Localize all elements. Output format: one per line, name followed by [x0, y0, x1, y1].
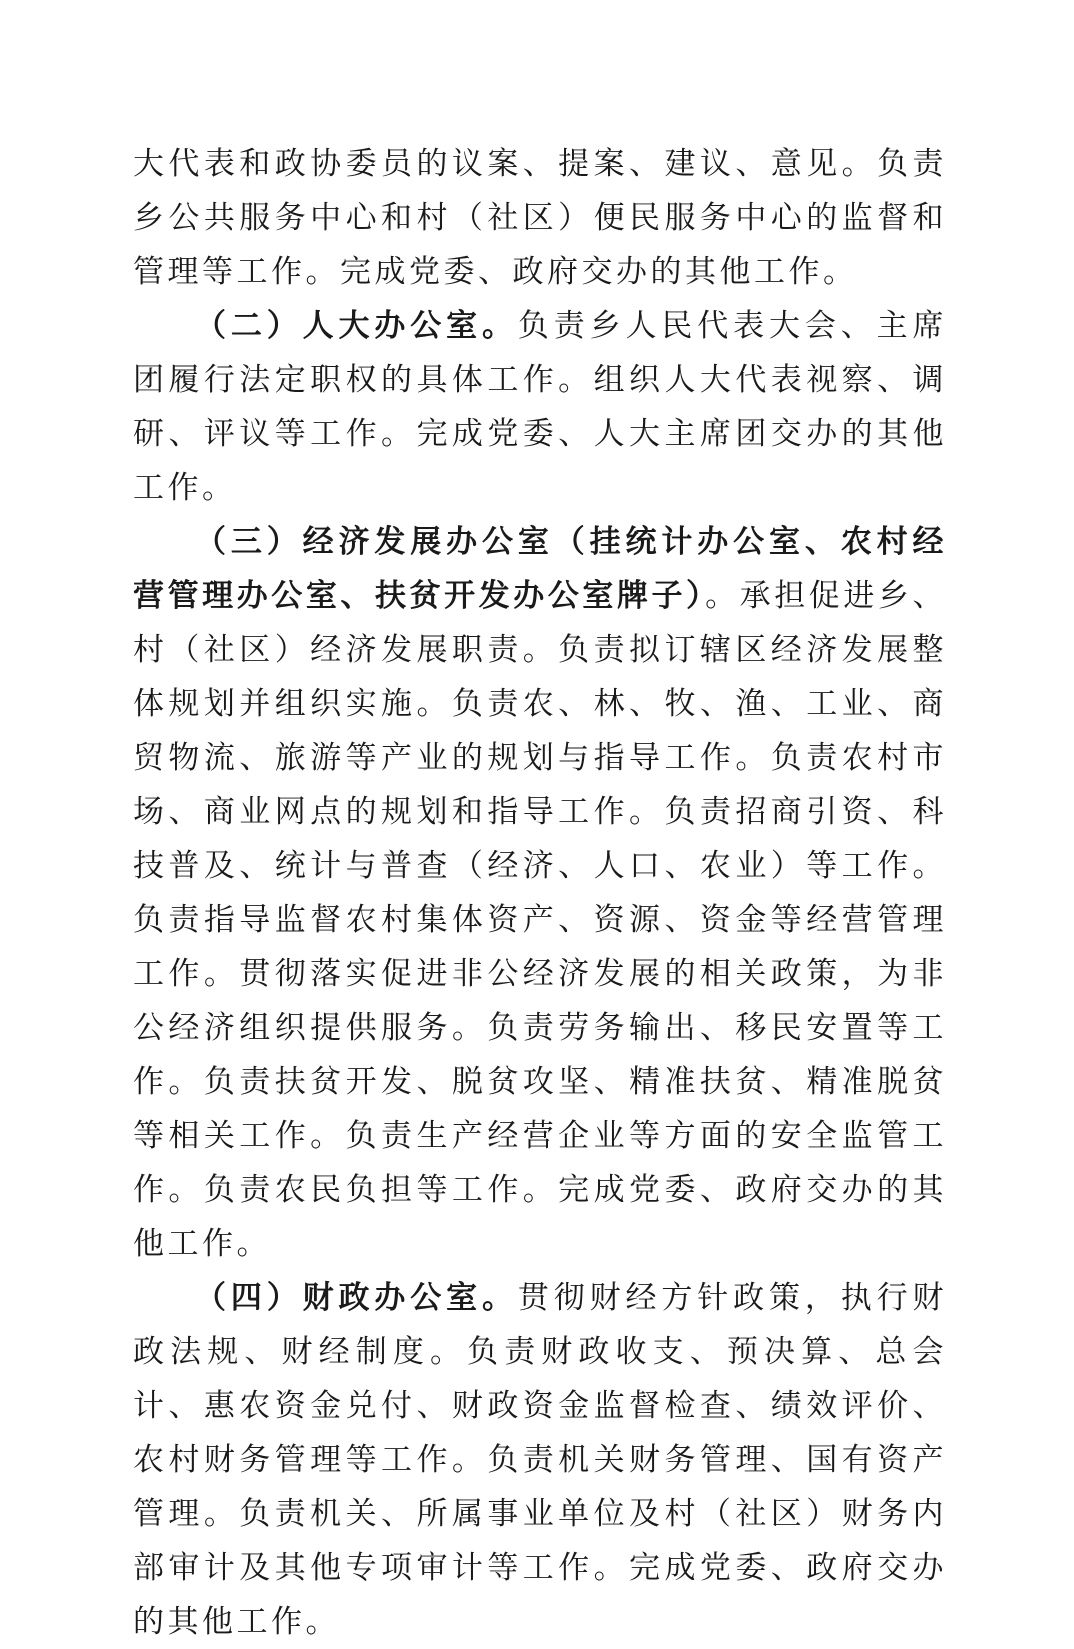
document-body — [133, 137, 947, 1649]
paragraph-text: 大代表和政协委员的议案、提案、建议、意见。负责乡公共服务中心和村（社区）便民服务中心的监督和管理等工作。完成党委、政府交办的其他工作。 — [133, 146, 947, 290]
paragraph-finance-office — [133, 1271, 947, 1649]
paragraph-continuation — [133, 137, 947, 299]
paragraph-text: 。承担促进乡、村（社区）经济发展职责。负责拟订辖区经济发展整体规划并组织实施。负责农、林、牧、渔、工业、商贸物流、旅游等产业的规划与指导工作。负责农村市场、商业网点的规划和指导工作。负责招商引资、科技普及、统计与普查（经济、人口、农业）等工作。负责指导监督农村集体资产、资源、资金等经营管理工作。贯彻落实促进非公经济发展的相关政策，为非公经济组织提供服务。负责劳务输出、移民安置等工作。负责扶贫开发、脱贫攻坚、精准扶贫、精准脱贫等相关工作。负责生产经营企业等方面的安全监管工作。负责农民负担等工作。完成党委、政府交办的其他工作。 — [133, 578, 947, 1262]
section-heading: （四）财政办公室。 — [195, 1280, 518, 1316]
section-heading: （三）经济发展办公室（挂统计办公室、农村经营管理办公室、扶贫开发办公室牌子） — [133, 524, 947, 614]
paragraph-renda-office — [133, 299, 947, 515]
section-heading: （二）人大办公室。 — [195, 308, 518, 344]
paragraph-text: 负责乡人民代表大会、主席团履行法定职权的具体工作。组织人大代表视察、调研、评议等工作。完成党委、人大主席团交办的其他工作。 — [133, 308, 947, 506]
paragraph-text: 贯彻财经方针政策，执行财政法规、财经制度。负责财政收支、预决算、总会计、惠农资金兑付、财政资金监督检查、绩效评价、农村财务管理等工作。负责机关财务管理、国有资产管理。负责机关、所属事业单位及村（社区）财务内部审计及其他专项审计等工作。完成党委、政府交办的其他工作。 — [133, 1280, 947, 1640]
paragraph-economic-office — [133, 515, 947, 1271]
